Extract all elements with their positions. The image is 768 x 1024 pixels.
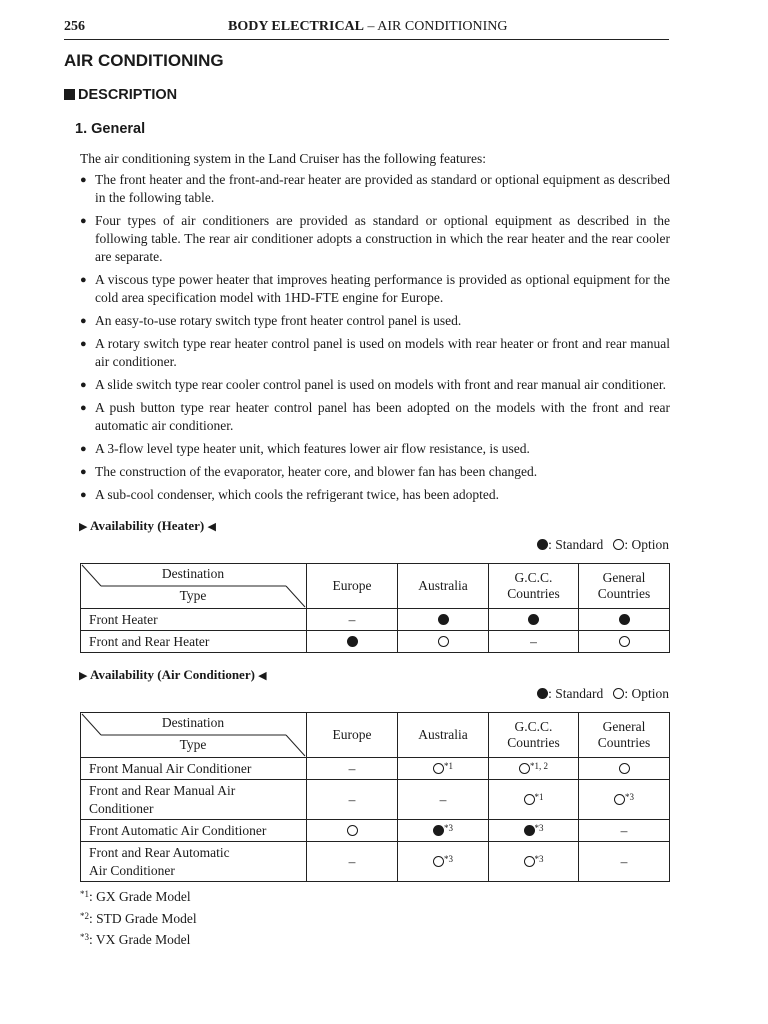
cell-general: –: [579, 842, 670, 882]
heater-table-title-text: Availability (Heater): [90, 518, 205, 533]
feature-text: A 3-flow level type heater unit, which features lower air flow resistance, is used.: [95, 441, 530, 456]
cell-europe: –: [307, 780, 398, 820]
cell-europe: –: [307, 609, 398, 631]
cell-europe: [307, 631, 398, 653]
col-australia: Australia: [398, 713, 489, 758]
cell-australia: [398, 631, 489, 653]
standard-dot-icon: [524, 825, 535, 836]
cell-gcc: [489, 758, 579, 780]
footnote-text: : STD Grade Model: [89, 910, 197, 926]
feature-text: The front heater and the front-and-rear heater are provided as standard or optional equipment as described in the following table.: [95, 172, 670, 205]
bullet-icon: ●: [80, 338, 87, 350]
list-item: [78, 335, 670, 371]
table-row: [81, 820, 670, 842]
legend-standard: : Standard: [548, 686, 604, 701]
table-header-row: [81, 564, 670, 609]
col-gcc-line2: Countries: [507, 586, 560, 601]
footnote-text: : VX Grade Model: [89, 932, 191, 947]
left-arrow-icon: ◀: [258, 670, 267, 682]
ac-table-title: [79, 667, 267, 683]
row-type-line2: Conditioner: [89, 800, 154, 816]
footnote-mark: *2: [80, 910, 89, 921]
list-item: [78, 399, 670, 435]
list-item: [78, 312, 670, 330]
option-circle-icon: [619, 763, 630, 774]
feature-text: A viscous type power heater that improves heating performance is provided as optional equipment for the cold area specification model with 1HD-FTE engine for Europe.: [95, 272, 670, 305]
heater-legend: [537, 537, 669, 553]
cell-general: [579, 631, 670, 653]
row-type: Front Automatic Air Conditioner: [81, 820, 307, 842]
col-gcc: [489, 564, 579, 609]
heater-table: [80, 563, 670, 653]
table-row: [81, 631, 670, 653]
cell-general: [579, 609, 670, 631]
cell-gcc: [489, 780, 579, 820]
bullet-icon: ●: [80, 443, 87, 455]
section-title: AIR CONDITIONING: [64, 51, 224, 70]
destination-type-header: [81, 713, 307, 758]
feature-text: A push button type rear heater control panel has been adopted on the models with the front and rear automatic air conditioner.: [95, 400, 670, 433]
left-arrow-icon: ◀: [207, 521, 216, 533]
right-arrow-icon: ▶: [79, 521, 88, 533]
row-type: Front Manual Air Conditioner: [81, 758, 307, 780]
list-item: [78, 486, 670, 504]
footnote-text: : GX Grade Model: [89, 889, 191, 904]
col-australia: Australia: [398, 564, 489, 609]
col-gcc-line1: G.C.C.: [514, 719, 553, 734]
bullet-icon: ●: [80, 315, 87, 327]
row-type: [81, 780, 307, 820]
feature-text: A sub-cool condenser, which cools the refrigerant twice, has been adopted.: [95, 487, 499, 502]
running-title-bold: BODY ELECTRICAL: [228, 19, 365, 34]
standard-dot-icon: [433, 825, 444, 836]
list-item: [78, 440, 670, 458]
footnote-ref: *1, 2: [530, 760, 548, 771]
ac-table-title-text: Availability (Air Conditioner): [90, 667, 255, 682]
footnote-ref: *3: [444, 822, 453, 833]
footnote-mark: *3: [80, 932, 89, 942]
page-number: 256: [64, 19, 85, 34]
legend-standard: : Standard: [548, 537, 604, 552]
row-type: Front Heater: [81, 609, 307, 631]
standard-dot-icon: [537, 688, 548, 699]
feature-list: [78, 171, 670, 509]
list-item: [78, 212, 670, 266]
option-circle-icon: [524, 794, 535, 805]
intro-text: The air conditioning system in the Land Cruiser has the following features:: [80, 151, 487, 166]
type-label: Type: [179, 588, 207, 603]
page-header: [64, 17, 669, 40]
option-circle-icon: [524, 856, 535, 867]
standard-dot-icon: [619, 614, 630, 625]
destination-type-header: [81, 564, 307, 609]
footnote-ref: *3: [625, 791, 634, 802]
list-item: [78, 463, 670, 481]
bullet-icon: ●: [80, 274, 87, 286]
cell-europe: [307, 820, 398, 842]
row-type: Front and Rear Heater: [81, 631, 307, 653]
running-title-rest: – AIR CONDITIONING: [364, 19, 508, 34]
ac-legend: [537, 686, 669, 702]
table-row: [81, 758, 670, 780]
row-type-line2: Air Conditioner: [89, 862, 175, 878]
col-europe: Europe: [307, 713, 398, 758]
option-circle-icon: [433, 856, 444, 867]
bullet-icon: ●: [80, 215, 87, 227]
col-gcc-line2: Countries: [507, 735, 560, 750]
footnote-ref: *1: [444, 760, 453, 771]
feature-text: An easy-to-use rotary switch type front heater control panel is used.: [95, 313, 462, 328]
option-circle-icon: [613, 539, 624, 550]
right-arrow-icon: ▶: [79, 670, 88, 682]
feature-text: A slide switch type rear cooler control panel is used on models with front and rear manual air conditioner.: [95, 377, 666, 392]
running-title: [228, 19, 508, 35]
cell-general: [579, 758, 670, 780]
subsection-title: [64, 87, 177, 103]
option-circle-icon: [433, 763, 444, 774]
ac-table: [80, 712, 670, 882]
footnotes: [80, 885, 197, 950]
standard-dot-icon: [347, 636, 358, 647]
col-general-line1: General: [602, 719, 646, 734]
feature-text: Four types of air conditioners are provided as standard or optional equipment as described in the following table. The rear air conditioner adopts a construction in which the rear heater and the rear cooler are separate.: [95, 213, 670, 264]
footnote-mark: *1: [80, 889, 89, 899]
cell-australia: [398, 842, 489, 882]
footnote: [80, 928, 197, 950]
col-gcc: [489, 713, 579, 758]
table-row: [81, 609, 670, 631]
list-item: [78, 171, 670, 207]
table-header-row: [81, 713, 670, 758]
table-row: [81, 780, 670, 820]
option-circle-icon: [519, 763, 530, 774]
destination-label: Destination: [161, 715, 225, 730]
footnote-ref: *3: [444, 853, 453, 864]
footnote: [80, 885, 197, 907]
cell-australia: [398, 820, 489, 842]
cell-australia: –: [398, 780, 489, 820]
feature-text: The construction of the evaporator, heater core, and blower fan has been changed.: [95, 464, 538, 479]
bullet-icon: ●: [80, 402, 87, 414]
cell-europe: –: [307, 758, 398, 780]
col-general: [579, 713, 670, 758]
footnote-ref: *1: [534, 791, 544, 802]
row-type-line1: Front and Rear Manual Air: [89, 782, 236, 798]
bullet-icon: ●: [80, 466, 87, 478]
cell-europe: –: [307, 842, 398, 882]
bullet-icon: ●: [80, 489, 87, 501]
option-circle-icon: [614, 794, 625, 805]
col-gcc-line1: G.C.C.: [514, 570, 553, 585]
col-general: [579, 564, 670, 609]
footnote: [80, 907, 197, 929]
table-row: [81, 842, 670, 882]
list-item: [78, 271, 670, 307]
cell-gcc: –: [489, 631, 579, 653]
cell-general: –: [579, 820, 670, 842]
subsection-label: DESCRIPTION: [78, 87, 178, 103]
col-general-line1: General: [602, 570, 646, 585]
standard-dot-icon: [438, 614, 449, 625]
cell-australia: [398, 758, 489, 780]
square-bullet-icon: [64, 89, 75, 100]
row-type: [81, 842, 307, 882]
list-item: [78, 376, 670, 394]
bullet-icon: ●: [80, 379, 87, 391]
cell-australia: [398, 609, 489, 631]
standard-dot-icon: [537, 539, 548, 550]
cell-general: [579, 780, 670, 820]
standard-dot-icon: [528, 614, 539, 625]
col-general-line2: Countries: [597, 735, 651, 750]
destination-label: Destination: [161, 566, 225, 581]
type-label: Type: [179, 737, 207, 752]
footnote-ref: *3: [534, 853, 544, 864]
option-circle-icon: [438, 636, 449, 647]
heading-general: 1. General: [75, 121, 146, 137]
cell-gcc: [489, 820, 579, 842]
col-europe: Europe: [307, 564, 398, 609]
heater-table-title: [79, 518, 216, 534]
cell-gcc: [489, 609, 579, 631]
option-circle-icon: [619, 636, 630, 647]
legend-option: : Option: [624, 686, 669, 701]
cell-gcc: [489, 842, 579, 882]
feature-text: A rotary switch type rear heater control panel is used on models with rear heater or front and rear manual air conditioner.: [95, 336, 670, 369]
legend-option: : Option: [624, 537, 669, 552]
bullet-icon: ●: [80, 174, 87, 186]
row-type-line1: Front and Rear Automatic: [89, 844, 230, 860]
col-general-line2: Countries: [597, 586, 651, 601]
footnote-ref: *3: [534, 822, 544, 833]
option-circle-icon: [347, 825, 358, 836]
option-circle-icon: [613, 688, 624, 699]
